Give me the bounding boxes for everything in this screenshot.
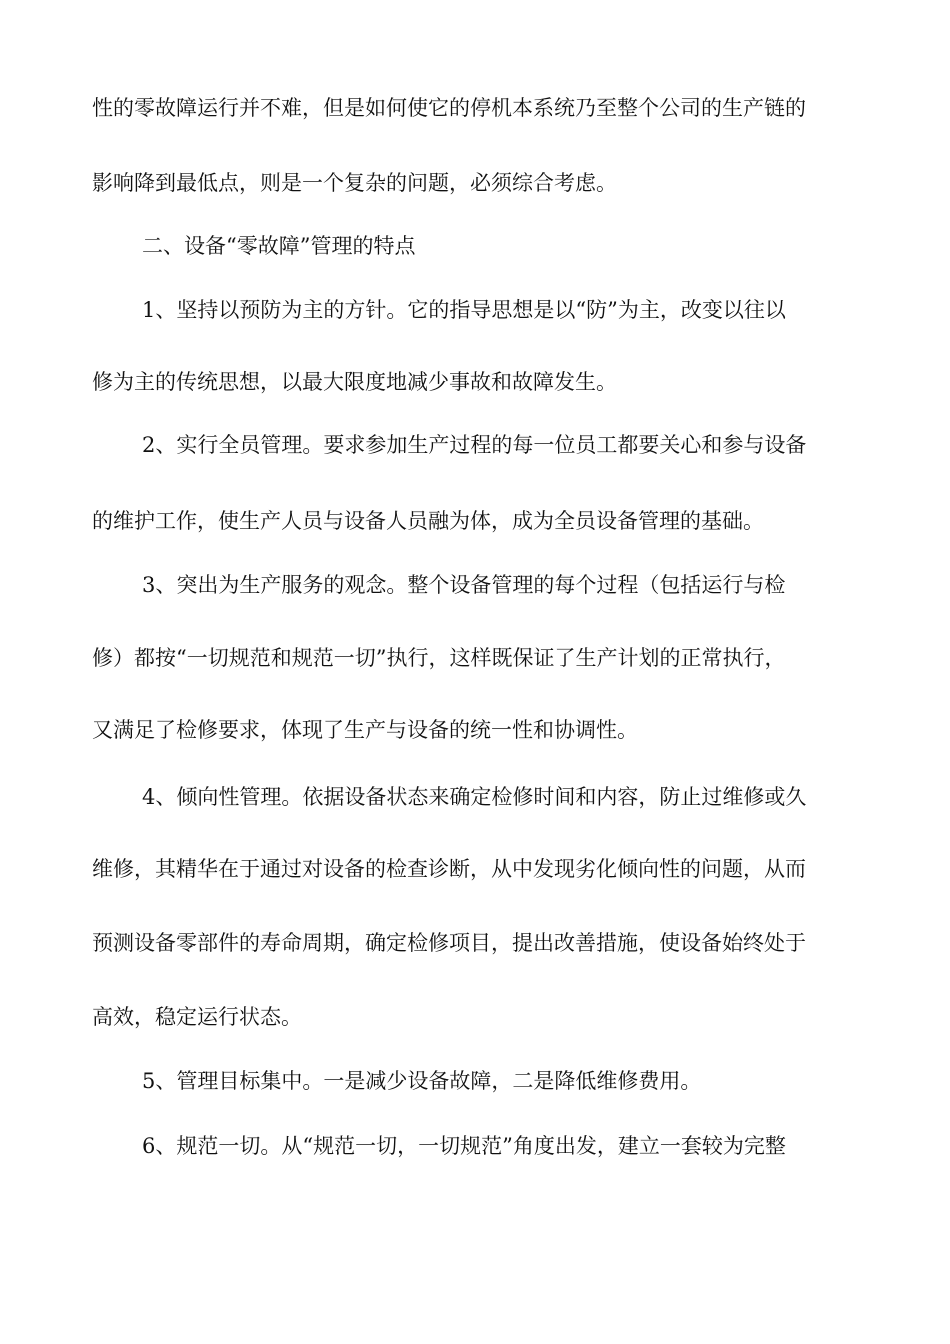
list-item-2-line: 的维护工作，使生产人员与设备人员融为体，成为全员设备管理的基础。 xyxy=(92,509,764,533)
list-item-1-line: 1、坚持以预防为主的方针。它的指导思想是以“防”为主，改变以往以 xyxy=(142,298,786,322)
list-item-4-line: 4、倾向性管理。依据设备状态来确定检修时间和内容，防止过维修或久 xyxy=(142,785,807,809)
body-text-line: 性的零故障运行并不难，但是如何使它的停机本系统乃至整个公司的生产链的 xyxy=(92,96,806,120)
list-item-2-line: 2、实行全员管理。要求参加生产过程的每一位员工都要关心和参与设备 xyxy=(142,433,807,457)
list-item-4-line: 预测设备零部件的寿命周期，确定检修项目，提出改善措施，使设备始终处于 xyxy=(92,931,806,955)
list-item-3-line: 修）都按“一切规范和规范一切”执行，这样既保证了生产计划的正常执行， xyxy=(92,646,786,670)
body-text-line: 影响降到最低点，则是一个复杂的问题，必须综合考虑。 xyxy=(92,171,617,195)
list-item-5-line: 5、管理目标集中。一是减少设备故障，二是降低维修费用。 xyxy=(142,1069,702,1093)
section-heading: 二、设备“零故障”管理的特点 xyxy=(142,234,416,258)
list-item-4-line: 维修，其精华在于通过对设备的检查诊断，从中发现劣化倾向性的问题，从而 xyxy=(92,857,806,881)
list-item-6-line: 6、规范一切。从“规范一切，一切规范”角度出发，建立一套较为完整 xyxy=(142,1134,786,1158)
list-item-3-line: 3、突出为生产服务的观念。整个设备管理的每个过程（包括运行与检 xyxy=(142,573,786,597)
list-item-3-line: 又满足了检修要求，体现了生产与设备的统一性和协调性。 xyxy=(92,718,638,742)
list-item-1-line: 修为主的传统思想，以最大限度地减少事故和故障发生。 xyxy=(92,370,617,394)
list-item-4-line: 高效，稳定运行状态。 xyxy=(92,1005,302,1029)
